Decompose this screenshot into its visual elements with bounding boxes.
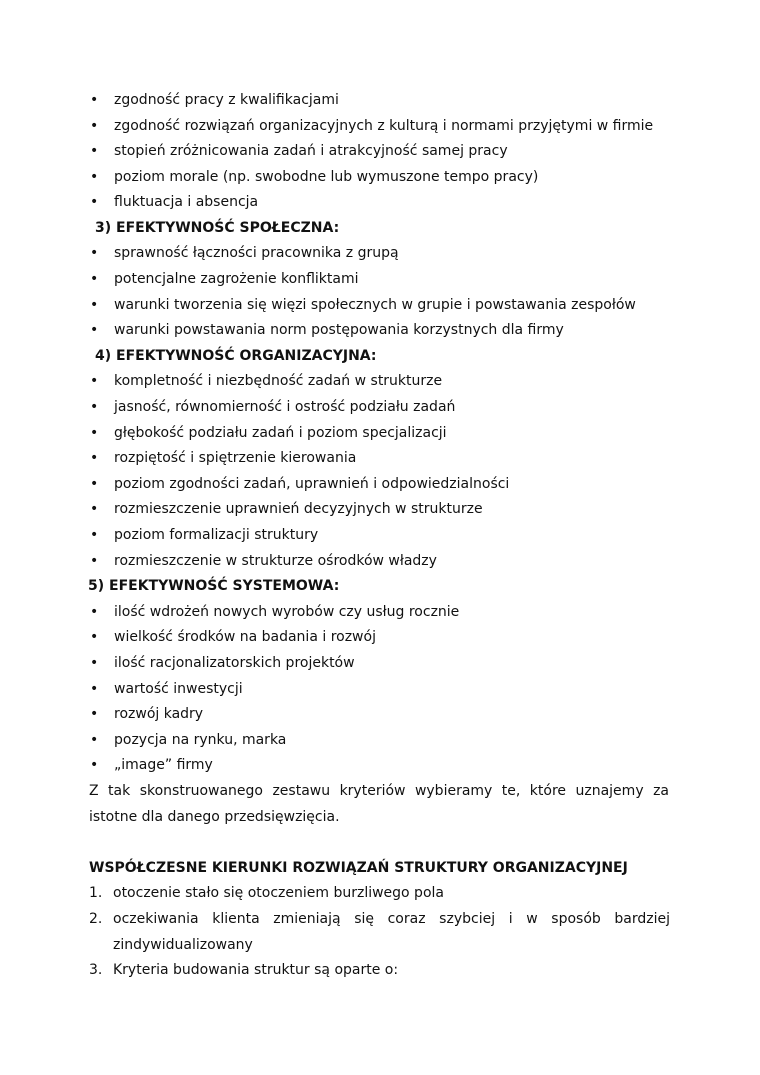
bullet-icon: • [90, 118, 99, 134]
bullet-icon: • [90, 476, 99, 492]
item-number: 3. [89, 962, 103, 978]
bullet-icon: • [90, 655, 99, 671]
section-heading-modern-directions: WSPÓŁCZESNE KIERUNKI ROZWIĄZAŃ STRUKTURY ORGANIZACYJNEJ [89, 860, 628, 876]
bullet-icon: • [90, 245, 99, 261]
summary-paragraph: Z tak skonstruowanego zestawu kryteriów wybieramy te, które uznajemy za istotne dla danego przedsięwzięcia. [89, 783, 669, 825]
item-number: 1. [89, 885, 103, 901]
bullet-icon: • [90, 322, 99, 338]
section-heading-systemic: 5) EFEKTYWNOŚĆ SYSTEMOWA: [88, 578, 340, 594]
item-number: 2. [89, 911, 103, 927]
bullet-icon: • [90, 169, 99, 185]
document-page: • zgodność pracy z kwalifikacjami • zgodność rozwiązań organizacyjnych z kulturą i normami przyjętymi w firmie • stopień zróżnicowania zadań i atrakcyjność samej pracy • poziom morale (np. swobodne lub wymuszone tempo pracy) • fluktuacja i absencja 3) EFEKTYWNOŚĆ SPOŁECZNA: • sprawność łączności pracownika z grupą • potencjalne zagrożenie konfliktami • warunki tworzenia się więzi społecznych w grupie i powstawania zespołów • warunki powstawania norm postępowania korzystnych dla firmy 4) EFEKTYWNOŚĆ ORGANIZACYJNA: • kompletność i niezbędność zadań w strukturze • jasność, równomierność i ostrość podziału zadań • głębokość podziału zadań i poziom specjalizacji • rozpiętość i spiętrzenie kierowania • poziom zgodności zadań, uprawnień i odpowiedzialności • rozmieszczenie uprawnień decyzyjnych w strukturze • poziom formalizacji struktury • rozmieszczenie w strukturze ośrodków władzy 5) EFEKTYWNOŚĆ SYSTEMOWA: • ilość wdrożeń nowych wyrobów czy usług rocznie • wielkość środków na badania i rozwój • ilość racjonalizatorskich projektów • wartość inwestycji • rozwój kadry • pozycja na rynku, marka • „image” firmy Z tak skonstruowanego zestawu kryteriów wybieramy te, które uznajemy za istotne dla danego przedsięwzięcia. WSPÓŁCZESNE KIERUNKI ROZWIĄZAŃ STRUKTURY ORGANIZACYJNEJ 1. otoczenie stało się otoczeniem burzliwego pola 2. oczekiwania klienta zmieniają się coraz szybciej i w sposób bardziej zindywidualizowany 3. Kryteria budowania struktur są oparte o: [0, 0, 760, 1075]
bullet-icon: • [90, 194, 99, 210]
bullet-icon: • [90, 425, 99, 441]
bullet-icon: • [90, 373, 99, 389]
section-heading-social: 3) EFEKTYWNOŚĆ SPOŁECZNA: [95, 220, 340, 236]
bullet-icon: • [90, 297, 99, 313]
bullet-icon: • [90, 681, 99, 697]
bullet-icon: • [90, 501, 99, 517]
bullet-icon: • [90, 732, 99, 748]
bullet-icon: • [90, 706, 99, 722]
section-heading-organizational: 4) EFEKTYWNOŚĆ ORGANIZACYJNA: [95, 348, 377, 364]
bullet-icon: • [90, 92, 99, 108]
bullet-icon: • [90, 553, 99, 569]
bullet-icon: • [90, 143, 99, 159]
bullet-icon: • [90, 399, 99, 415]
bullet-icon: • [90, 629, 99, 645]
bullet-icon: • [90, 757, 99, 773]
bullet-icon: • [90, 271, 99, 287]
bullet-icon: • [90, 604, 99, 620]
bullet-icon: • [90, 527, 99, 543]
bullet-icon: • [90, 450, 99, 466]
